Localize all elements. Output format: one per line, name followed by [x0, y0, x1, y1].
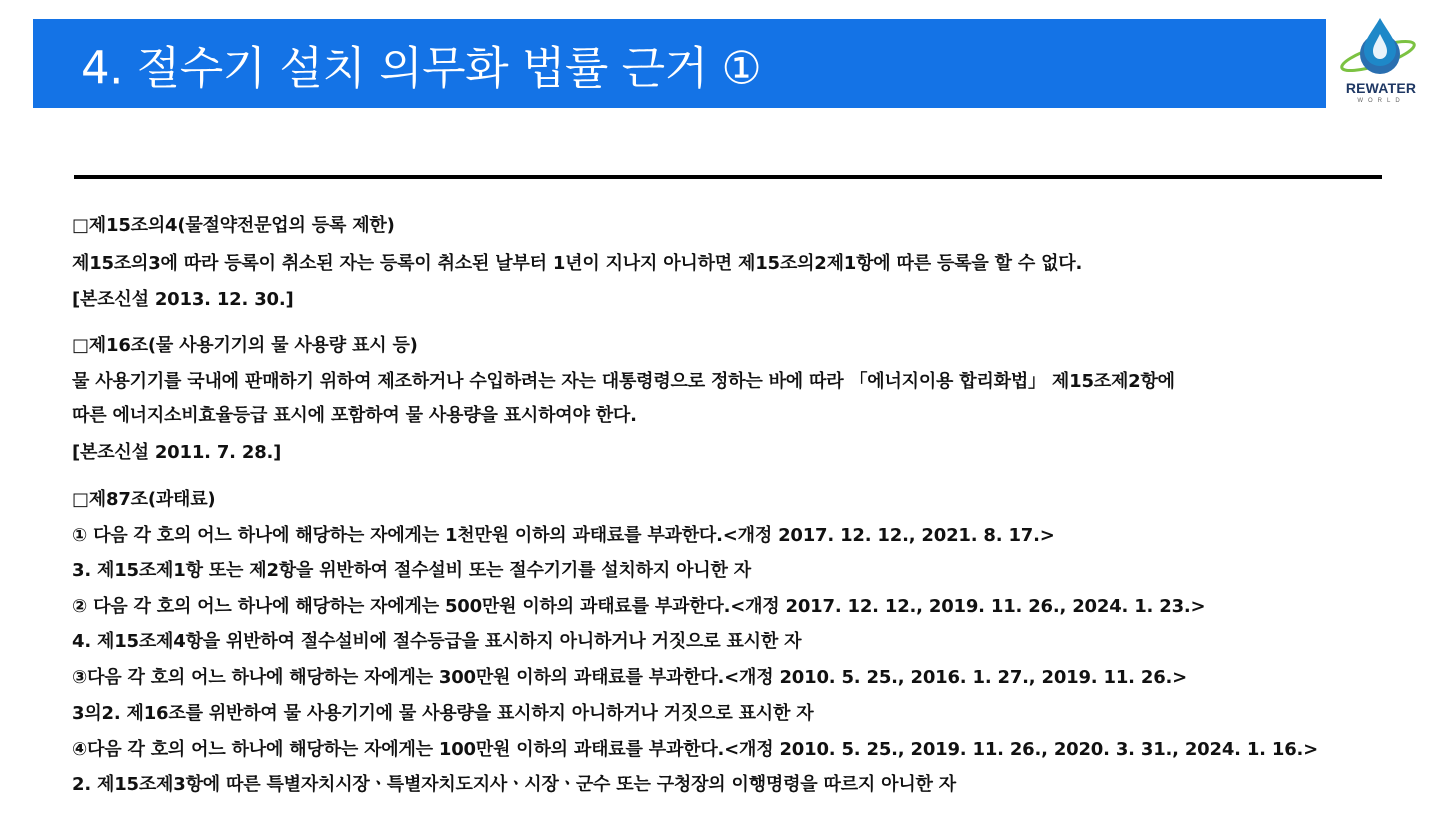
text-line: 4. 제15조제4항을 위반하여 절수설비에 절수등급을 표시하지 아니하거나 거짓으로 표시한 자 — [72, 631, 802, 652]
page-title: 4. 절수기 설치 의무화 법률 근거 ① — [81, 41, 762, 94]
text-line: 따른 에너지소비효율등급 표시에 포함하여 물 사용량을 표시하여야 한다. — [72, 405, 637, 426]
text-line: ① 다음 각 호의 어느 하나에 해당하는 자에게는 1천만원 이하의 과태료를 부과한다.<개정 2017. 12. 12., 2021. 8. 17.> — [72, 525, 1055, 546]
text-line: [본조신설 2013. 12. 30.] — [72, 289, 294, 310]
text-line: ④다음 각 호의 어느 하나에 해당하는 자에게는 100만원 이하의 과태료를 부과한다.<개정 2010. 5. 25., 2019. 11. 26., 2020. 3. 31., 2024. 1. 16.> — [72, 739, 1319, 760]
section-heading: □제87조(과태료) — [72, 489, 216, 510]
divider — [74, 175, 1382, 179]
rewater-logo — [1336, 14, 1426, 114]
logo-name: REWATER — [1345, 80, 1417, 96]
text-line: 3의2. 제16조를 위반하여 물 사용기기에 물 사용량을 표시하지 아니하거나 거짓으로 표시한 자 — [72, 703, 814, 724]
text-line: 3. 제15조제1항 또는 제2항을 위반하여 절수설비 또는 절수기기를 설치하지 아니한 자 — [72, 560, 751, 581]
section-heading: □제15조의4(물절약전문업의 등록 제한) — [72, 215, 395, 236]
text-line: 제15조의3에 따라 등록이 취소된 자는 등록이 취소된 날부터 1년이 지나지 아니하면 제15조의2제1항에 따른 등록을 할 수 없다. — [72, 253, 1083, 274]
text-line: ③다음 각 호의 어느 하나에 해당하는 자에게는 300만원 이하의 과태료를 부과한다.<개정 2010. 5. 25., 2016. 1. 27., 2019. 11. 26.> — [72, 667, 1188, 688]
section-heading: □제16조(물 사용기기의 물 사용량 표시 등) — [72, 335, 418, 356]
text-line: 물 사용기기를 국내에 판매하기 위하여 제조하거나 수입하려는 자는 대통령령으로 정하는 바에 따라 「에너지이용 합리화법」 제15조제2항에 — [72, 371, 1175, 392]
logo-sub: WORLD — [1357, 98, 1405, 104]
text-line: 2. 제15조제3항에 따른 특별자치시장ㆍ특별자치도지사ㆍ시장ㆍ군수 또는 구청장의 이행명령을 따르지 아니한 자 — [72, 774, 956, 795]
title-bar — [33, 19, 1326, 108]
text-line: [본조신설 2011. 7. 28.] — [72, 442, 282, 463]
text-line: ② 다음 각 호의 어느 하나에 해당하는 자에게는 500만원 이하의 과태료를 부과한다.<개정 2017. 12. 12., 2019. 11. 26., 2024. 1. 23.> — [72, 596, 1206, 617]
water-globe-icon — [1336, 14, 1426, 84]
